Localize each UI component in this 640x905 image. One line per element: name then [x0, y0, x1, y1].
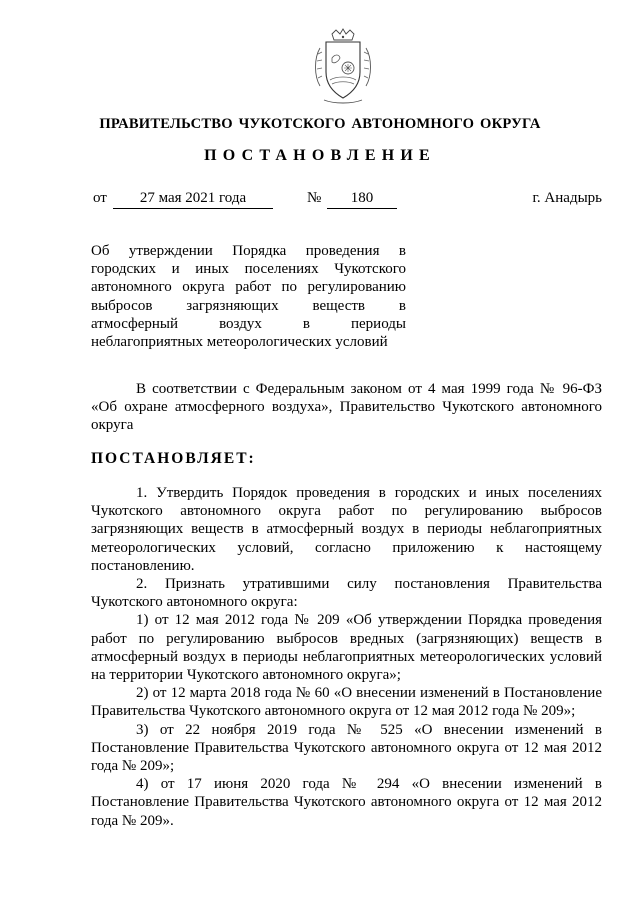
- decree-date: 27 мая 2021 года: [113, 190, 273, 209]
- clause-paragraph: 4) от 17 июня 2020 года № 294 «О внесении изменений в Постановление Правительства Чукотского автономного округа от 12 мая 2012 года № 209».: [91, 776, 602, 829]
- clause-paragraph: 1) от 12 мая 2012 года № 209 «Об утверждении Порядка проведения работ по регулированию выбросов вредных (загрязняющих) веществ в атмосферный воздух в периоды неблагоприятных метеорологических условий на территории Чукотского автономного округа»;: [91, 612, 602, 684]
- resolves-heading: ПОСТАНОВЛЯЕТ:: [91, 450, 256, 467]
- subject-line: выбросов загрязняющих веществ в: [91, 297, 406, 314]
- subject-line: городских и иных поселениях Чукотского: [91, 261, 406, 278]
- decree-subject: [91, 242, 406, 351]
- clauses-list: [91, 484, 602, 830]
- clause-paragraph: 2. Признать утратившими силу постановления Правительства Чукотского автономного округа:: [91, 576, 602, 611]
- number-sign-label: №: [307, 190, 322, 206]
- subject-line: автономного округа работ по регулированию: [91, 279, 406, 296]
- date-prefix-label: от: [93, 190, 107, 206]
- subject-line: атмосферный воздух в периоды: [91, 315, 406, 332]
- coat-of-arms-icon: [310, 28, 376, 108]
- decree-number: 180: [327, 190, 397, 209]
- clause-paragraph: 1. Утвердить Порядок проведения в городских и иных поселениях Чукотского автономного округа работ по регулированию выбросов загрязняющих веществ в атмосферный воздух в периоды неблагоприятных метеорологических условий, согласно приложению к настоящему постановлению.: [91, 485, 602, 574]
- subject-line: неблагоприятных метеорологических условий: [91, 334, 388, 351]
- coat-of-arms-emblem: [310, 28, 376, 108]
- subject-line: Об утверждении Порядка проведения в: [91, 243, 406, 259]
- government-title: ПРАВИТЕЛЬСТВО ЧУКОТСКОГО АВТОНОМНОГО ОКРУГА: [99, 116, 541, 132]
- decree-city: г. Анадырь: [532, 190, 602, 206]
- preamble-paragraph: В соответствии с Федеральным законом от 4 мая 1999 года № 96-ФЗ «Об охране атмосферного воздуха», Правительство Чукотского автономного округа: [91, 381, 602, 434]
- document-type-title: ПОСТАНОВЛЕНИЕ: [204, 147, 436, 164]
- clause-paragraph: 3) от 22 ноября 2019 года № 525 «О внесении изменений в Постановление Правительства Чукотского автономного округа от 12 мая 2012 года № 209»;: [91, 721, 602, 775]
- clause-paragraph: 2) от 12 марта 2018 года № 60 «О внесении изменений в Постановление Правительства Чукотского автономного округа от 12 мая 2012 года № 209»;: [91, 685, 602, 720]
